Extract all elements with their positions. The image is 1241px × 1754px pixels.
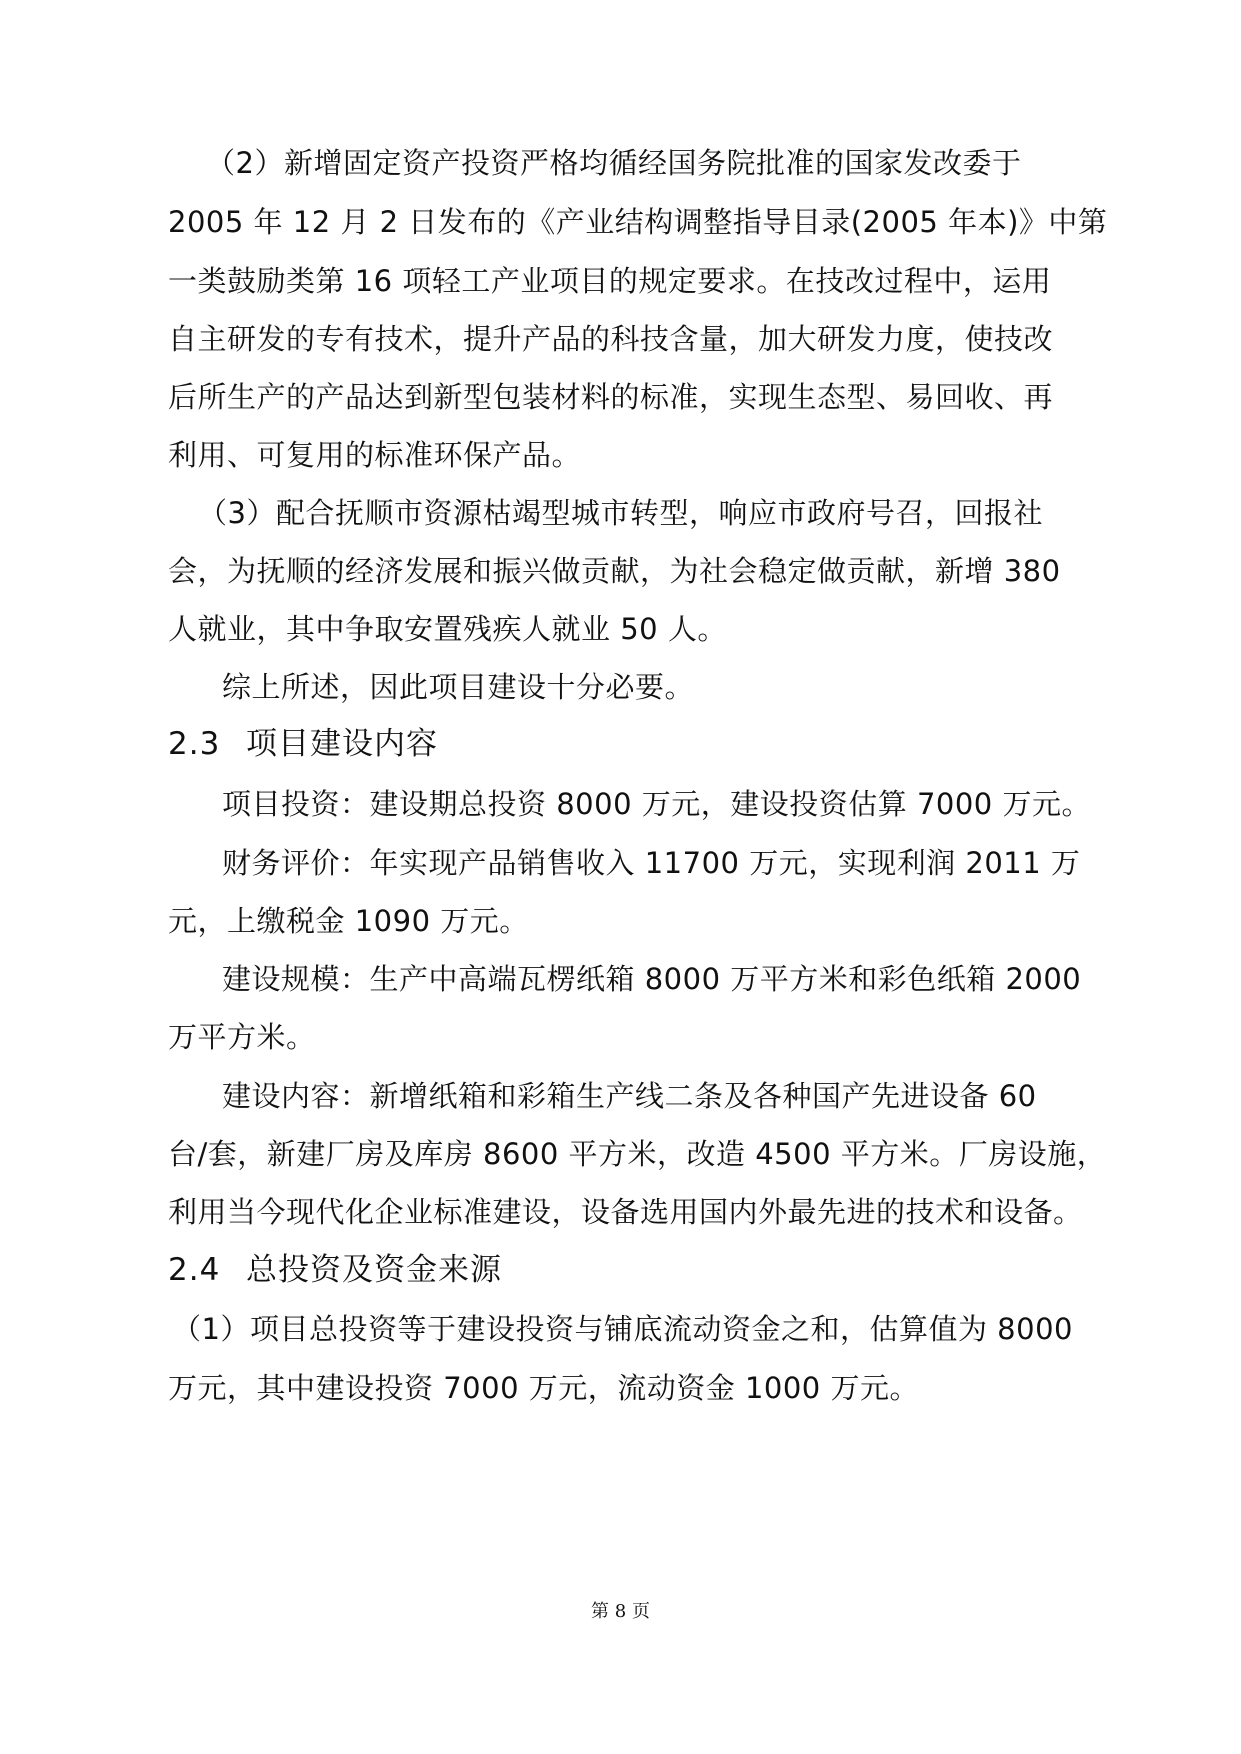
- section-title: 总投资及资金来源: [246, 1252, 502, 1288]
- body-text-line: 建设内容：新增纸箱和彩箱生产线二条及各种国产先进设备 60: [222, 1079, 1037, 1113]
- body-text-line: 万平方米。: [168, 1020, 316, 1054]
- section-title: 项目建设内容: [246, 726, 438, 762]
- body-text-line: 项目投资：建设期总投资 8000 万元，建设投资估算 7000 万元。: [222, 787, 1091, 821]
- section-number: 2.4: [168, 1252, 221, 1288]
- section-heading: [168, 1250, 1241, 1290]
- body-text-line: （1）项目总投资等于建设投资与铺底流动资金之和，估算值为 8000: [172, 1312, 1073, 1346]
- body-text-line: 台/套，新建厂房及库房 8600 平方米，改造 4500 平方米。厂房设施，: [168, 1137, 1107, 1171]
- body-text-line: 利用当今现代化企业标准建设，设备选用国内外最先进的技术和设备。: [168, 1195, 1083, 1229]
- body-text-line: 利用、可复用的标准环保产品。: [168, 438, 582, 472]
- body-text-line: 综上所述，因此项目建设十分必要。: [222, 670, 695, 704]
- body-text-line: 一类鼓励类第 16 项轻工产业项目的规定要求。在技改过程中，运用: [168, 264, 1052, 298]
- body-text-line: 建设规模：生产中高端瓦楞纸箱 8000 万平方米和彩色纸箱 2000: [222, 962, 1082, 996]
- body-text-line: 万元，其中建设投资 7000 万元，流动资金 1000 万元。: [168, 1371, 919, 1405]
- section-heading: [168, 724, 1241, 764]
- body-text-line: 会，为抚顺的经济发展和振兴做贡献，为社会稳定做贡献，新增 380: [168, 554, 1061, 588]
- body-text-line: （3）配合抚顺市资源枯竭型城市转型，响应市政府号召，回报社: [198, 496, 1043, 530]
- body-text-line: 后所生产的产品达到新型包装材料的标准，实现生态型、易回收、再: [168, 380, 1054, 414]
- body-text-line: 2005 年 12 月 2 日发布的《产业结构调整指导目录(2005 年本)》中第: [168, 205, 1108, 239]
- section-number: 2.3: [168, 726, 221, 762]
- body-text-line: 自主研发的专有技术，提升产品的科技含量，加大研发力度，使技改: [168, 322, 1054, 356]
- body-text-line: （2）新增固定资产投资严格均循经国务院批准的国家发改委于: [206, 146, 1022, 180]
- page-number: 第 8 页: [591, 1601, 650, 1622]
- body-text-line: 财务评价：年实现产品销售收入 11700 万元，实现利润 2011 万: [222, 846, 1081, 880]
- body-text-line: 人就业，其中争取安置残疾人就业 50 人。: [168, 612, 727, 646]
- body-text-line: 元，上缴税金 1090 万元。: [168, 904, 529, 938]
